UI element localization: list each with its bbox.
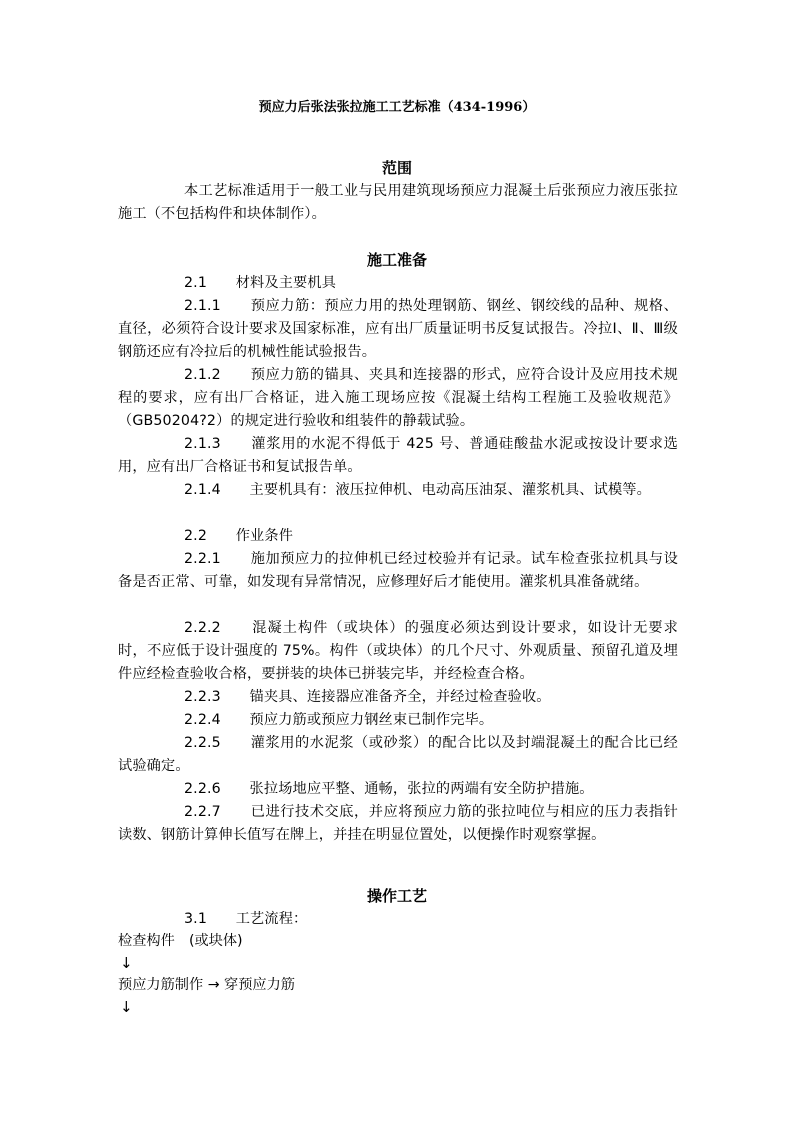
item-2-2-6: 2.2.6 张拉场地应平整、通畅，张拉的两端有安全防护措施。 [184, 781, 594, 797]
flow-step-fabricate: 预应力筋制作 → 穿预应力筋 [118, 977, 295, 993]
item-2-1-2: 2.1.2 预应力筋的锚具、夹具和连接器的形式，应符合设计及应用技术规程的要求，应有出厂合格证，进入施工现场应按《混凝土结构工程施工及验收规范》（GB50204?2）的规定进行验收和组装件的静载试验。 [118, 367, 678, 429]
item-2-2: 2.2 作业条件 [184, 528, 294, 544]
item-2-1: 2.1 材料及主要机具 [184, 275, 337, 291]
scope-paragraph: 本工艺标准适用于一般工业与民用建筑现场预应力混凝土后张预应力液压张拉施工（不包括构件和块体制作）。 [118, 183, 678, 222]
item-2-2-5: 2.2.5 灌浆用的水泥浆（或砂浆）的配合比以及封端混凝土的配合比已经试验确定。 [118, 735, 678, 774]
down-arrow-icon: ↓ [120, 998, 133, 1016]
down-arrow-icon: ↓ [120, 954, 133, 972]
item-2-1-1: 2.1.1 预应力筋：预应力用的热处理钢筋、钢丝、钢绞线的品种、规格、直径，必须符合设计要求及国家标准，应有出厂质量证明书反复试报告。冷拉Ⅰ、Ⅱ、Ⅲ级钢筋还应有冷拉后的机械性能试验报告。 [118, 298, 678, 360]
section-title-preparation: 施工准备 [366, 251, 427, 269]
section-title-operations: 操作工艺 [366, 887, 427, 905]
item-2-1-4: 2.1.4 主要机具有：液压拉伸机、电动高压油泵、灌浆机具、试模等。 [184, 482, 651, 498]
item-2-2-1: 2.2.1 施加预应力的拉伸机已经过校验并有记录。试车检查张拉机具与设备是否正常、可靠，如发现有异常情况，应修理好后才能使用。灌浆机具准备就绪。 [118, 551, 678, 590]
document-title: 预应力后张法张拉施工工艺标准（434-1996） [258, 100, 536, 115]
section-title-scope: 范围 [381, 159, 412, 177]
item-2-2-3: 2.2.3 锚夹具、连接器应准备齐全，并经过检查验收。 [184, 689, 551, 705]
item-2-2-7: 2.2.7 已进行技术交底，并应将预应力筋的张拉吨位与相应的压力表指针读数、钢筋计算伸长值写在牌上，并挂在明显位置处，以便操作时观察掌握。 [118, 804, 678, 843]
item-2-2-2: 2.2.2 混凝土构件（或块体）的强度必须达到设计要求，如设计无要求时，不应低于设计强度的 75%。构件（或块体）的几个尺寸、外观质量、预留孔道及埋件应经检查验收合格，要拼装的块体已拼装完毕，并经检查合格。 [118, 620, 678, 682]
item-3-1: 3.1 工艺流程： [184, 911, 308, 927]
item-2-2-4: 2.2.4 预应力筋或预应力钢丝束已制作完毕。 [184, 712, 494, 728]
item-2-1-3: 2.1.3 灌浆用的水泥不得低于 425 号、普通硅酸盐水泥或按设计要求选用，应有出厂合格证书和复试报告单。 [118, 436, 678, 475]
flow-step-inspect: 检查构件 (或块体) [118, 933, 243, 949]
